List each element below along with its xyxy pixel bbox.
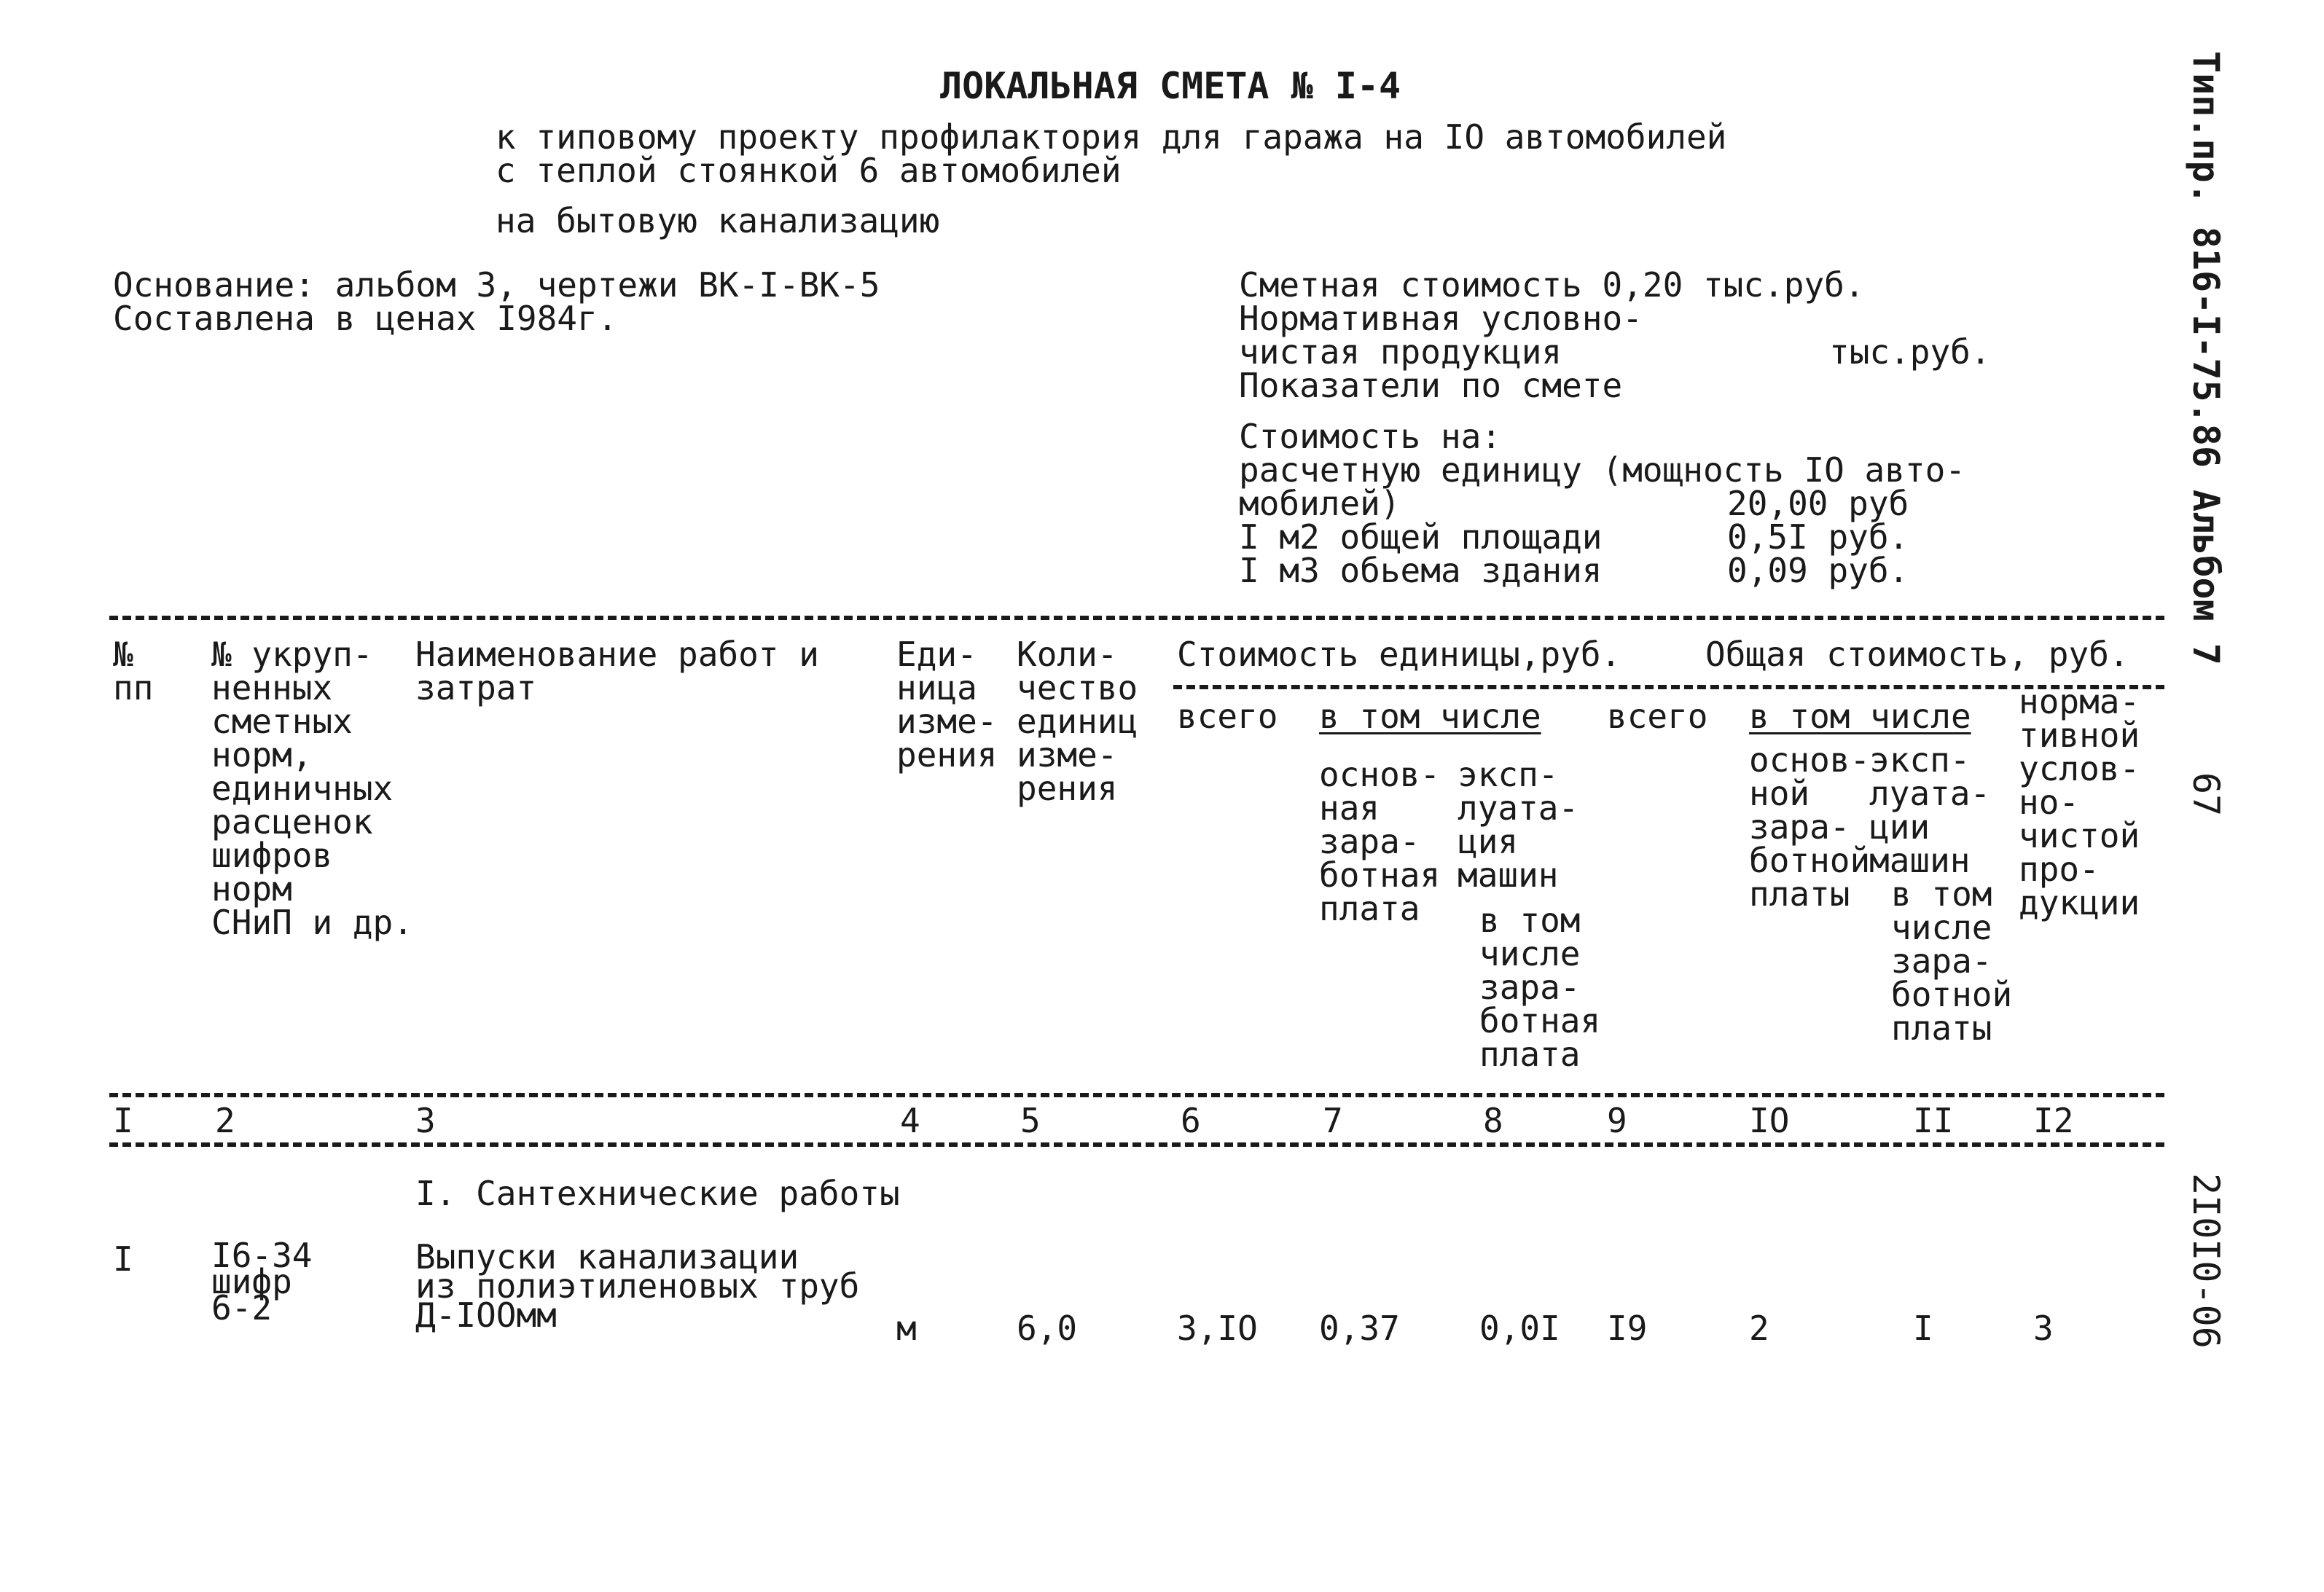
row-1-quantity: 6,0 — [1017, 1309, 1078, 1348]
table-cost-group-rule — [1173, 685, 2164, 689]
row-1-total-cost: I9 — [1607, 1309, 1648, 1348]
header-row-number: № пп — [113, 635, 154, 707]
column-number-8: 8 — [1483, 1101, 1503, 1140]
column-number-10: IO — [1749, 1101, 1790, 1140]
column-number-1: I — [113, 1101, 133, 1140]
header-norm-code: № укруп- ненных сметных норм, единичных расценок шифров норм СНиП и др. — [211, 635, 413, 942]
column-number-2: 2 — [215, 1101, 235, 1140]
header-normative-product: норма- тивной услов- но- чистой про- дукции — [2019, 682, 2140, 922]
row-1-total-wages: 2 — [1749, 1309, 1769, 1348]
column-number-3: 3 — [415, 1101, 436, 1140]
margin-page-number: 67 — [2185, 772, 2227, 817]
row-1-unit: м — [896, 1309, 917, 1348]
row-1-norm-code: I6-34 шифр 6-2 — [211, 1236, 313, 1328]
estimate-normative-2: чистая продукция — [1239, 332, 1562, 372]
row-1-number: I — [113, 1239, 133, 1279]
column-number-11: II — [1913, 1101, 1954, 1140]
column-number-9: 9 — [1607, 1101, 1627, 1140]
header-total-cost-including: в том числе — [1749, 697, 1971, 736]
header-total-cost-machine-wages: в том числе зара- ботной платы — [1891, 874, 2013, 1048]
estimate-unit-value: 20,00 руб — [1727, 484, 1909, 523]
table-header-bottom-rule — [109, 1093, 2164, 1097]
table-column-numbers-rule — [109, 1142, 2164, 1147]
estimate-unit-2: мобилей) — [1239, 484, 1401, 523]
header-total-cost-wages: основ- ной зара- ботной платы — [1749, 740, 1871, 914]
header-unit-cost-wages: основ- ная зара- ботная плата — [1319, 755, 1441, 928]
column-number-5: 5 — [1020, 1101, 1041, 1140]
header-total-cost-total: всего — [1607, 697, 1708, 736]
row-1-unit-cost-machines: 0,0I — [1479, 1309, 1560, 1348]
estimate-m3-value: 0,09 руб. — [1727, 551, 1909, 590]
estimate-m2-label: I м2 общей площади — [1239, 517, 1603, 557]
column-number-7: 7 — [1323, 1101, 1343, 1140]
estimate-cost-on: Стоимость на: — [1239, 417, 1502, 456]
table-top-rule — [109, 616, 2164, 620]
header-unit-cost-including: в том числе — [1319, 697, 1541, 736]
header-unit: Еди- ница изме- рения — [896, 635, 998, 775]
header-unit-cost-group: Стоимость единицы,руб. — [1177, 635, 1621, 674]
header-unit-cost-machines: эксп- луата- ция машин — [1458, 755, 1579, 895]
row-1-work-name: Выпуски канализации из полиэтиленовых труб Д-IOOмм — [415, 1237, 860, 1335]
header-unit-cost-total: всего — [1177, 697, 1278, 736]
estimate-normative-1: Нормативная условно- — [1239, 299, 1643, 338]
document-subtitle-line-1: к типовому проекту профилактория для гаража на IO автомобилей — [496, 117, 1727, 157]
row-1-normative-product: 3 — [2033, 1309, 2054, 1348]
column-number-4: 4 — [900, 1101, 920, 1140]
header-quantity: Коли- чество единиц изме- рения — [1017, 635, 1138, 808]
header-work-name: Наименование работ и затрат — [415, 635, 819, 707]
estimate-m2-value: 0,5I руб. — [1727, 517, 1909, 557]
column-number-6: 6 — [1181, 1101, 1201, 1140]
header-total-cost-group: Общая стоимость, руб. — [1705, 635, 2129, 674]
estimate-indicators: Показатели по смете — [1239, 366, 1623, 405]
header-total-cost-machines: эксп- луата- ции машин — [1869, 740, 1991, 880]
row-1-unit-cost-wages: 0,37 — [1319, 1309, 1400, 1348]
estimate-m3-label: I м3 обьема здания — [1239, 551, 1603, 590]
document-subject: на бытовую канализацию — [496, 201, 940, 240]
basis-line-1: Основание: альбом 3, чертежи ВК-I-ВК-5 — [113, 265, 880, 305]
header-unit-cost-machine-wages: в том числе зара- ботная плата — [1479, 901, 1601, 1074]
section-title: I. Сантехнические работы — [415, 1174, 900, 1213]
basis-line-2: Составлена в ценах I984г. — [113, 299, 618, 338]
estimate-normative-unit: тыс.руб. — [1829, 332, 1991, 372]
column-number-12: I2 — [2033, 1101, 2074, 1140]
row-1-total-machines: I — [1913, 1309, 1933, 1348]
margin-document-code: 2I0I0-06 — [2185, 1173, 2227, 1349]
document-title: ЛОКАЛЬНАЯ СМЕТА № I-4 — [940, 65, 1401, 107]
estimate-cost: Сметная стоимость 0,20 тыс.руб. — [1239, 265, 1865, 305]
document-subtitle-line-2: с теплой стоянкой 6 автомобилей — [496, 151, 1122, 190]
row-1-unit-cost-total: 3,IO — [1177, 1309, 1258, 1348]
margin-project-reference: Тип.пр. 816-I-75.86 Альбом 7 — [2185, 51, 2227, 665]
estimate-unit-1: расчетную единицу (мощность IO авто- — [1239, 450, 1965, 490]
